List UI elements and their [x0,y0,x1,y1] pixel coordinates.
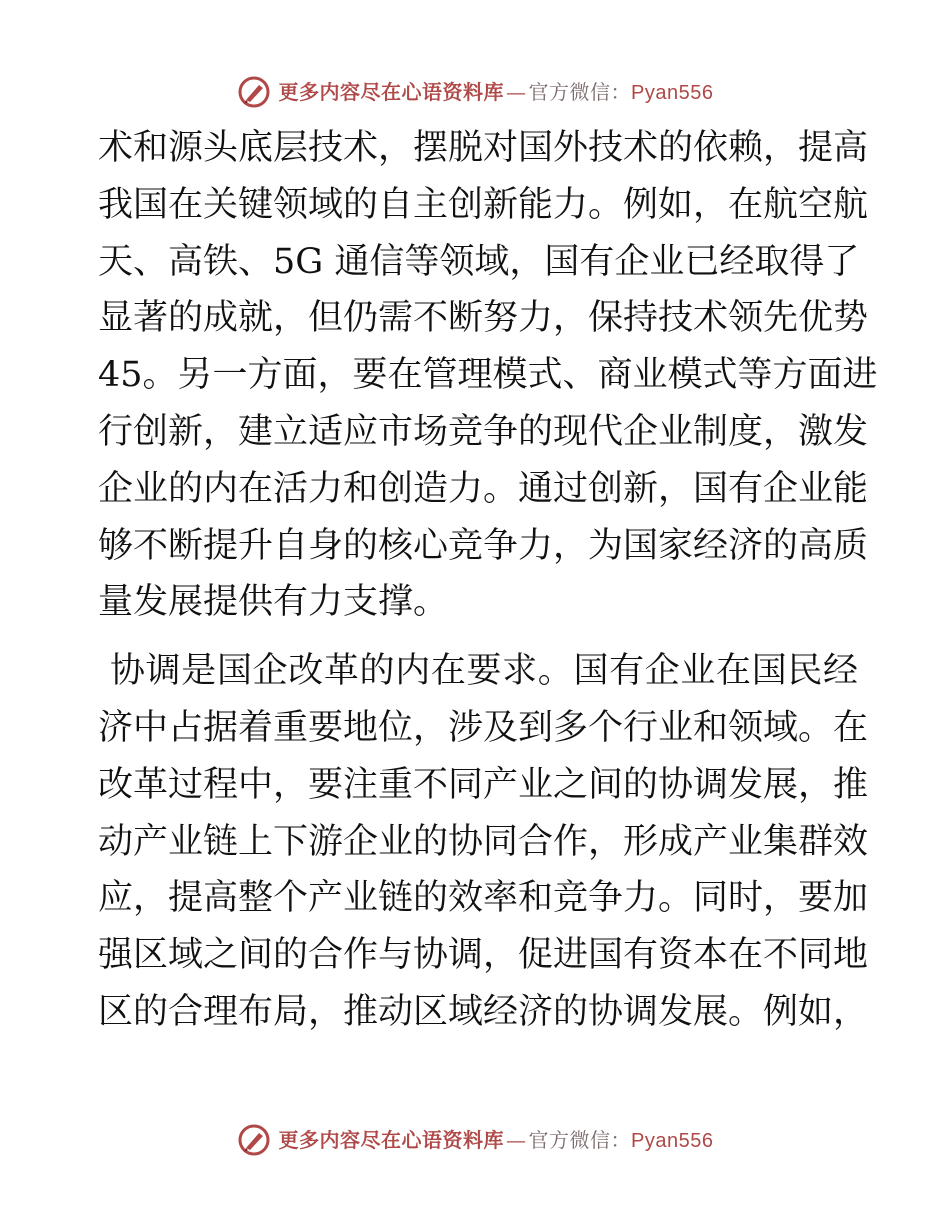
pen-logo-icon [237,75,271,109]
banner-wechat-label: 官方微信： [528,1127,632,1152]
footer-watermark-text [278,1127,714,1152]
text-line: 动产业链上下游企业的协同合作，形成产业集群效 [98,821,869,862]
text-line: 够不断提升自身的核心竞争力，为国家经济的高质 [98,525,869,566]
text-line: 我国在关键领域的自主创新能力。例如，在航空航 [98,184,869,225]
text-line: 术和源头底层技术，摆脱对国外技术的依赖，提高 [98,128,869,168]
text-line: 济中占据着重要地位，涉及到多个行业和领域。在 [98,707,869,748]
banner-wechat-label: 官方微信： [528,79,632,104]
banner-wechat-id: Pyan556 [631,1129,714,1152]
header-watermark-banner [0,72,950,112]
paragraph-spacer [98,631,858,643]
banner-main-text: 更多内容尽在心语资料库 [278,79,505,104]
paragraph-1 [98,120,878,631]
banner-separator: — [506,1127,527,1152]
text-line: 行创新，建立适应市场竞争的现代企业制度，激发 [98,411,869,452]
text-line: 45。另一方面，要在管理模式、商业模式等方面进 [98,355,878,396]
text-line: 量发展提供有力支撑。 [98,582,449,623]
body-text [98,120,878,1041]
pen-logo-icon [237,1123,271,1157]
text-line: 强区域之间的合作与协调，促进国有资本在不同地 [98,935,869,976]
text-line: 改革过程中，要注重不同产业之间的协调发展，推 [98,764,869,805]
text-line: 显著的成就，但仍需不断努力，保持技术领先优势 [98,298,869,339]
banner-wechat-id: Pyan556 [631,81,714,104]
banner-main-text: 更多内容尽在心语资料库 [278,1127,505,1152]
text-line: 企业的内在活力和创造力。通过创新，国有企业能 [98,468,869,509]
text-line: 区的合理布局，推动区域经济的协调发展。例如， [98,991,869,1032]
footer-watermark-banner [0,1120,950,1160]
header-watermark-text [278,79,714,104]
text-line: 天、高铁、5G 通信等领域，国有企业已经取得了 [98,241,860,282]
banner-separator: — [506,79,527,104]
text-line: 应，提高整个产业链的效率和竞争力。同时，要加 [98,878,869,919]
text-line: 协调是国企改革的内在要求。国有企业在国民经 [110,651,858,692]
paragraph-2 [98,643,869,1041]
